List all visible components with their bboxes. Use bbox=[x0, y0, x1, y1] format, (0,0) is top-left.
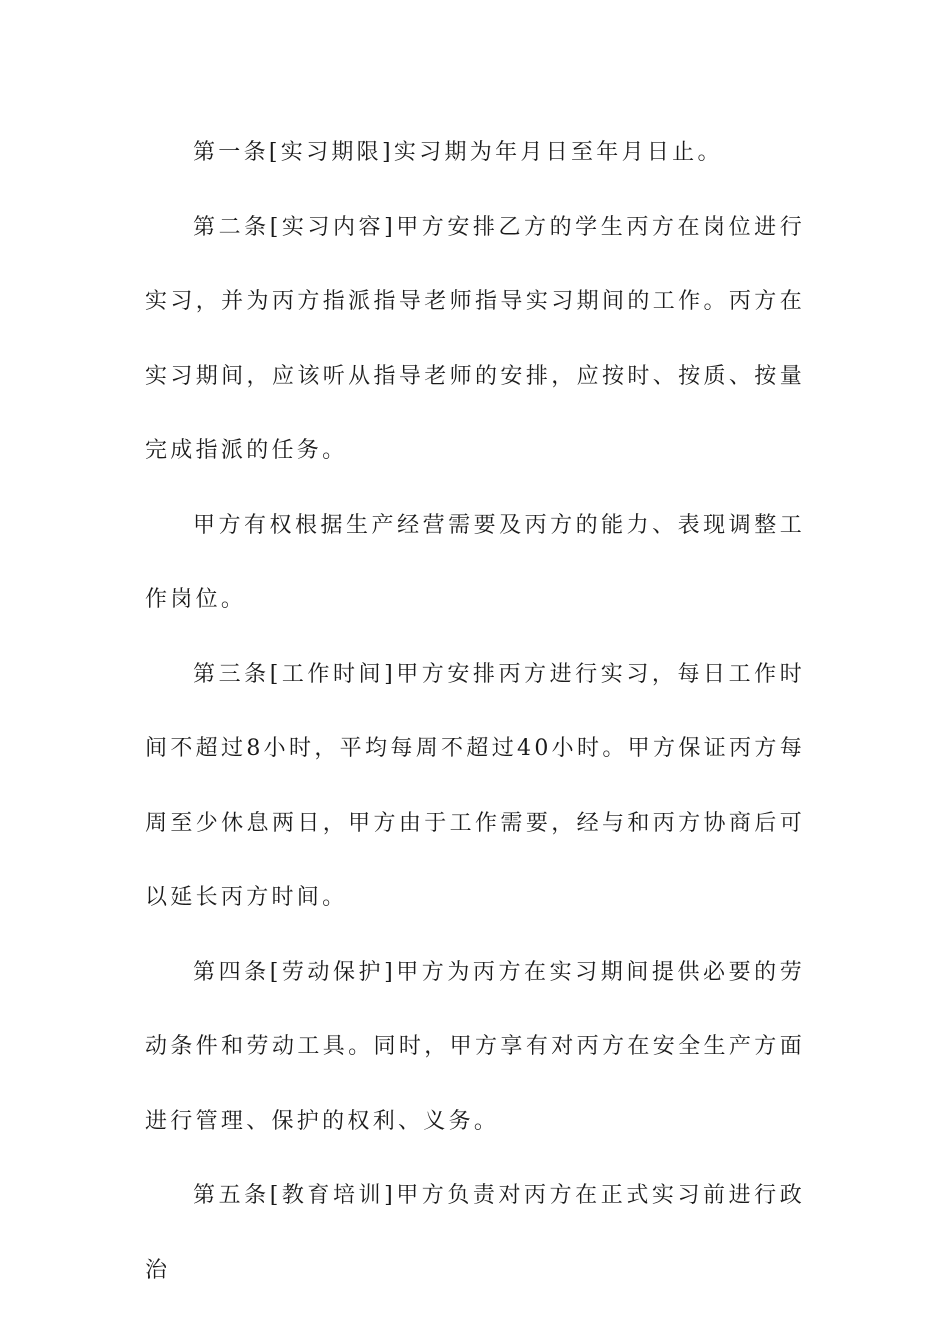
paragraph-article-4: 第四条[劳动保护]甲方为丙方在实习期间提供必要的劳动条件和劳动工具。同时，甲方享有对丙方在安全生产方面进行管理、保护的权利、义务。 bbox=[145, 959, 805, 1134]
paragraph-article-1: 第一条[实习期限]实习期为年月日至年月日止。 bbox=[193, 140, 723, 165]
paragraph-article-2-supplement: 甲方有权根据生产经营需要及丙方的能力、表现调整工作岗位。 bbox=[145, 512, 805, 612]
paragraph-article-2: 第二条[实习内容]甲方安排乙方的学生丙方在岗位进行实习，并为丙方指派指导老师指导实习期间的工作。丙方在实习期间，应该听从指导老师的安排，应按时、按质、按量完成指派的任务。 bbox=[145, 214, 805, 463]
document-body bbox=[145, 116, 805, 1308]
paragraph-article-3: 第三条[工作时间]甲方安排丙方进行实习，每日工作时间不超过8小时，平均每周不超过40小时。甲方保证丙方每周至少休息两日，甲方由于工作需要，经与和丙方协商后可以延长丙方时间。 bbox=[145, 661, 805, 910]
paragraph-article-5: 第五条[教育培训]甲方负责对丙方在正式实习前进行政治 bbox=[145, 1183, 805, 1283]
